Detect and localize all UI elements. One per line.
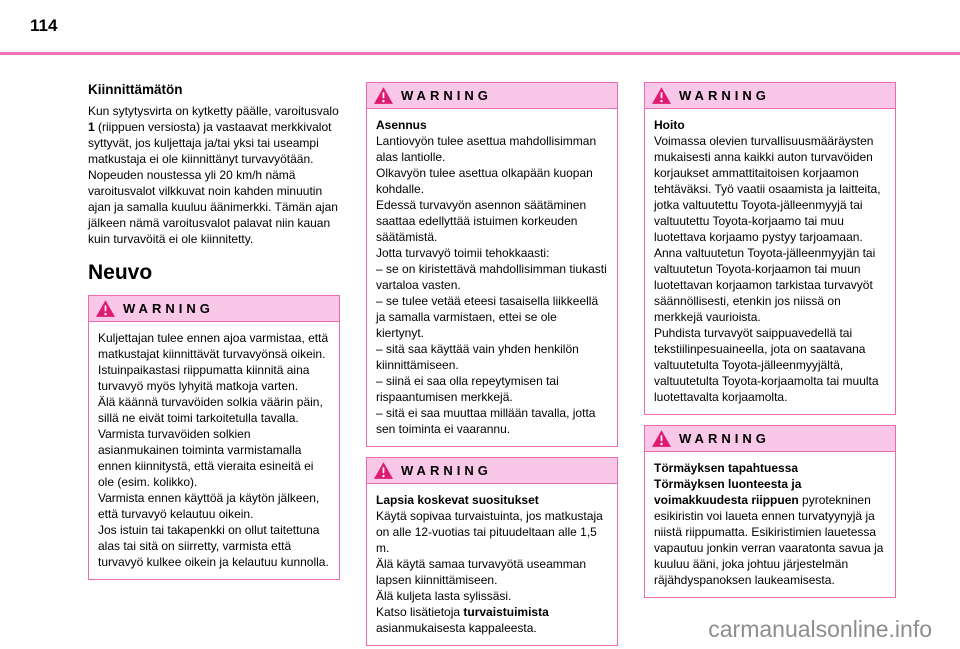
warning-body bbox=[645, 109, 895, 414]
bold-callout-number: 1 bbox=[88, 120, 95, 134]
warning-paragraph: Voimassa olevien turvallisuusmääräysten mukaisesti anna kaikki auton turvavöiden korjaukset ammattitaitoisen korjaamon tehtäväksi. Työ vaatii osaamista ja laitteita, jotka valtuutettu Toyota-jälleenmyyjä tai valtuutettu Toyota-korjaamo tai muu luotettava korjaamo pystyy tarjoamaan. bbox=[654, 134, 881, 244]
warning-list-item: – se tulee vetää eteesi tasaisella liikkeellä ja samalla varmistaen, ettei se ole kiertynyt. bbox=[376, 294, 599, 340]
warning-paragraph: Istuinpaikastasi riippumatta kiinnitä aina turvavyö myös lyhyitä matkoja varten. bbox=[98, 363, 310, 393]
warning-paragraph: Älä käytä samaa turvavyötä useamman lapsen kiinnittämiseen. bbox=[376, 557, 587, 587]
warning-paragraph: Jos istuin tai takapenkki on ollut taitettuna alas tai sitä on siirretty, varmista että turvavyö kulkee oikein ja kelautuu kunnolla. bbox=[98, 523, 329, 569]
warning-label: WARNING bbox=[401, 463, 492, 478]
text-run: Kun sytytysvirta on kytketty päälle, varoitusvalo bbox=[88, 104, 339, 118]
body-paragraph bbox=[88, 103, 340, 167]
top-divider bbox=[0, 52, 960, 55]
warning-triangle-icon bbox=[374, 462, 393, 479]
bold-lead-text: Törmäyksen luonteesta ja voimakkuudesta riippuen bbox=[654, 477, 802, 507]
warning-subtitle: Hoito bbox=[654, 118, 685, 132]
warning-label: WARNING bbox=[123, 301, 214, 316]
warning-paragraph: Puhdista turvavyöt saippuavedellä tai tekstiilinpesuaineella, jota on saatavana valtuutetulta Toyota-jälleenmyyjältä, valtuutetulta Toyota-korjaamolta tai muulta luotettavalta korjaamolta. bbox=[654, 326, 879, 404]
warning-box-hoito bbox=[644, 82, 896, 415]
warning-paragraph: Edessä turvavyön asennon säätäminen saattaa edellyttää istuimen korkeuden säätämistä. bbox=[376, 198, 587, 244]
warning-paragraph bbox=[654, 476, 886, 588]
warning-body bbox=[89, 322, 339, 579]
warning-triangle-icon bbox=[652, 87, 671, 104]
warning-paragraph: Älä kuljeta lasta sylissäsi. bbox=[376, 589, 512, 603]
content-columns bbox=[88, 82, 896, 646]
warning-triangle-icon bbox=[96, 300, 115, 317]
warning-paragraph: Älä käännä turvavöiden solkia väärin päin, sillä ne eivät toimi tarkoitetulla tavalla. bbox=[98, 395, 323, 425]
warning-list-item: – sitä saa käyttää vain yhden henkilön kiinnittämiseen. bbox=[376, 342, 579, 372]
column-1 bbox=[88, 82, 340, 646]
warning-box-tormays bbox=[644, 425, 896, 598]
warning-subtitle: Asennus bbox=[376, 118, 427, 132]
warning-list-item: – siinä ei saa olla repeytymisen tai rispaantumisen merkkejä. bbox=[376, 374, 559, 404]
watermark: carmanualsonline.info bbox=[708, 616, 932, 642]
warning-label: WARNING bbox=[679, 431, 770, 446]
text-run: asianmukaisesta kappaleesta. bbox=[376, 621, 537, 635]
warning-paragraph: Kuljettajan tulee ennen ajoa varmistaa, että matkustajat kiinnittävät turvavyönsä oikein. bbox=[98, 331, 329, 361]
warning-header bbox=[89, 296, 339, 322]
warning-header bbox=[645, 83, 895, 109]
warning-body bbox=[367, 109, 617, 446]
warning-header bbox=[645, 426, 895, 452]
bold-cross-reference: turvaistuimista bbox=[463, 605, 549, 619]
warning-box-asennus bbox=[366, 82, 618, 447]
column-2 bbox=[366, 82, 618, 646]
warning-paragraph: Olkavyön tulee asettua olkapään kuopan kohdalle. bbox=[376, 166, 593, 196]
warning-box-general bbox=[88, 295, 340, 580]
warning-paragraph: Käytä sopivaa turvaistuinta, jos matkustaja on alle 12-vuotias tai pituudeltaan alle 1,5 m. bbox=[376, 509, 603, 555]
warning-label: WARNING bbox=[679, 88, 770, 103]
warning-list-item: – sitä ei saa muuttaa millään tavalla, jotta sen toiminta ei vaarannu. bbox=[376, 406, 596, 436]
warning-header bbox=[367, 458, 617, 484]
text-run: Katso lisätietoja bbox=[376, 605, 464, 619]
page-number: 114 bbox=[30, 16, 58, 35]
warning-paragraph: Anna valtuutetun Toyota-jälleenmyyjän tai valtuutetun Toyota-korjaamon tai muun luotettavan korjaamon tarkistaa turvavyöt säännöllisesti, etenkin jos niissä on merkkejä vaurioista. bbox=[654, 246, 876, 324]
text-run: (riippuen versiosta) ja vastaavat merkkivalot syttyvät, jos kuljettaja ja/tai yksi tai useampi matkustaja ei ole kiinnittänyt turvavyötään. bbox=[88, 120, 332, 166]
subsection-heading: Neuvo bbox=[88, 261, 153, 284]
warning-list-item: – se on kiristettävä mahdollisimman tiukasti vartaloa vasten. bbox=[376, 262, 607, 292]
warning-paragraph: Jotta turvavyö toimii tehokkaasti: bbox=[376, 246, 550, 260]
warning-paragraph: Varmista ennen käyttöä ja käytön jälkeen, että turvavyö kelautuu oikein. bbox=[98, 491, 320, 521]
warning-header bbox=[367, 83, 617, 109]
warning-body bbox=[367, 484, 617, 645]
warning-triangle-icon bbox=[374, 87, 393, 104]
column-3 bbox=[644, 82, 896, 646]
warning-paragraph bbox=[376, 604, 608, 636]
warning-box-lapsia bbox=[366, 457, 618, 646]
body-paragraph: Nopeuden noustessa yli 20 km/h nämä varoitusvalot vilkkuvat noin kahden minuutin ajan ja samalla kuuluu äänimerkki. Tämän ajan jälkeen nämä varoitusvalot palavat niin kauan kuin turvavöitä ei ole kiinnitetty. bbox=[88, 168, 338, 246]
warning-label: WARNING bbox=[401, 88, 492, 103]
warning-paragraph: Lantiovyön tulee asettua mahdollisimman alas lantiolle. bbox=[376, 134, 597, 164]
warning-subtitle: Törmäyksen tapahtuessa bbox=[654, 461, 799, 475]
warning-subtitle: Lapsia koskevat suositukset bbox=[376, 493, 539, 507]
warning-body bbox=[645, 452, 895, 597]
text-run: pyrotekninen esikiristin voi laueta ennen turvatyynyjä ja niistä riippumatta. Esikiristimien lauetessa vapautuu jonkin verran vaaratonta savua ja kuuluu ääni, joka johtuu järjestelmän räjähdyspanoksen laukeamisesta. bbox=[654, 493, 884, 587]
warning-triangle-icon bbox=[652, 430, 671, 447]
warning-paragraph: Varmista turvavöiden solkien asianmukainen toiminta varmistamalla ennen kiinnitystä, että vieraita esineitä ei ole (esim. kolikko). bbox=[98, 427, 314, 489]
section-heading: Kiinnittämätön bbox=[88, 82, 183, 97]
